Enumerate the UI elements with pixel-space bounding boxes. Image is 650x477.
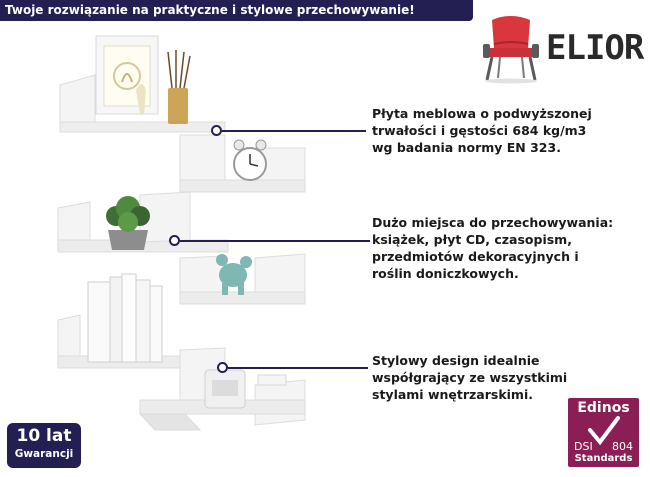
photo-frame xyxy=(96,36,158,114)
callout-3-dot xyxy=(217,362,228,373)
banner-text: Twoje rozwiązanie na praktyczne i stylowe przechowywanie! xyxy=(5,3,415,17)
callout-2-line-3: przedmiotów dekoracyjnych i xyxy=(372,249,579,264)
callout-2-line xyxy=(180,240,370,242)
edinos-certificate-badge xyxy=(568,398,639,467)
callout-2-line-2: książek, płyt CD, czasopism, xyxy=(372,232,572,247)
warranty-label: Gwarancji xyxy=(14,448,74,460)
callout-1-line-3: wg badania normy EN 323. xyxy=(372,140,561,155)
callout-2-dot xyxy=(169,235,180,246)
red-chair-icon xyxy=(480,14,542,84)
certificate-number: 804 xyxy=(612,440,633,453)
callout-2-line-4: roślin doniczkowych. xyxy=(372,266,519,281)
top-banner xyxy=(0,0,473,21)
callout-3-line-2: współgrający ze wszystkimi xyxy=(372,370,568,385)
callout-3-line xyxy=(228,367,368,369)
callout-3-line-3: stylami wnętrzarskimi. xyxy=(372,387,533,402)
candle-jar xyxy=(205,370,245,408)
callout-3-text xyxy=(372,352,567,403)
warranty-badge xyxy=(7,423,81,468)
brand-name: ELIOR xyxy=(546,28,644,68)
callout-1-line xyxy=(222,130,366,132)
alarm-clock xyxy=(234,140,266,180)
reed-diffuser xyxy=(168,50,190,124)
warranty-years: 10 lat xyxy=(16,426,72,446)
callout-1-text xyxy=(372,105,592,156)
books xyxy=(88,274,162,362)
brand-logo xyxy=(480,12,644,88)
certificate-label: Standards xyxy=(574,453,633,464)
corner-shelf-image xyxy=(50,30,320,460)
certificate-brand: Edinos xyxy=(577,400,630,416)
callout-1-dot xyxy=(211,125,222,136)
callout-1-line-1: Płyta meblowa o podwyższonej xyxy=(372,106,592,121)
callout-2-line-1: Dużo miejsca do przechowywania: xyxy=(372,215,614,230)
callout-3-line-1: Stylowy design idealnie xyxy=(372,353,540,368)
callout-1-line-2: trwałości i gęstości 684 kg/m3 xyxy=(372,123,587,138)
certificate-dsi: DSI xyxy=(574,440,593,453)
callout-2-text xyxy=(372,214,613,282)
